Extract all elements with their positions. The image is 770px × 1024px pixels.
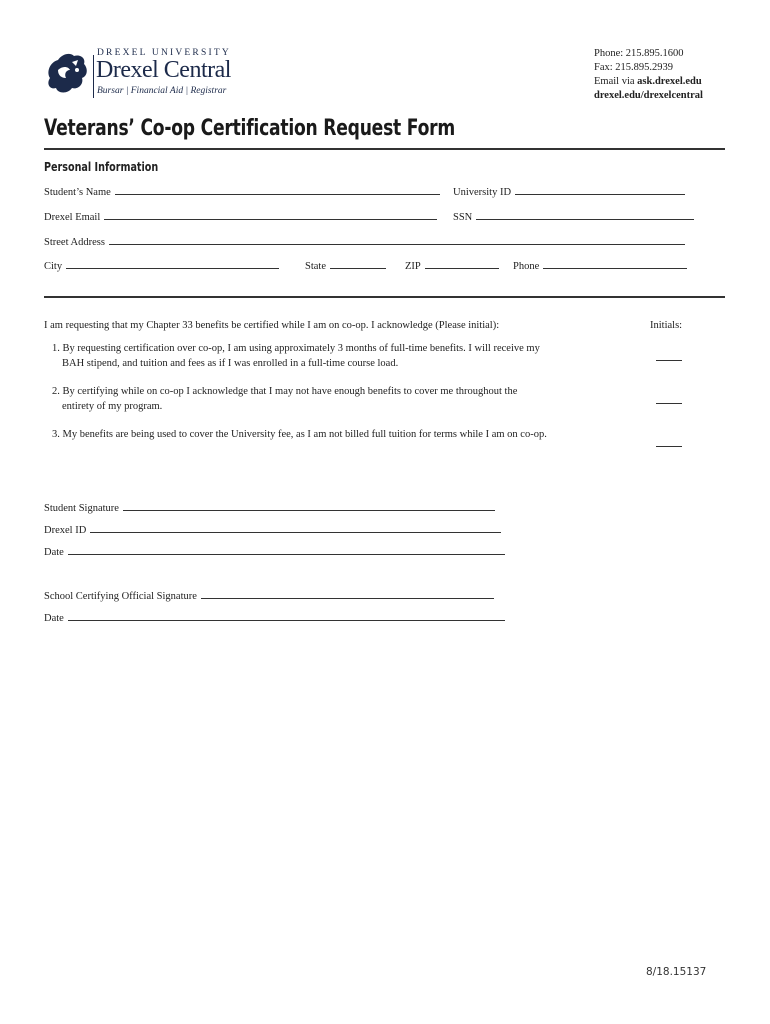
initials-label: Initials:	[650, 320, 683, 331]
drexel-id-label: Drexel ID	[44, 525, 87, 536]
street-address-label: Street Address	[44, 237, 105, 248]
street-address-field[interactable]	[44, 235, 685, 248]
date-label-2: Date	[44, 613, 64, 624]
student-signature-line[interactable]	[123, 501, 495, 511]
item-text-line2: entirety of my program.	[62, 400, 163, 412]
drexel-email-label: Drexel Email	[44, 212, 101, 223]
brand-name: Drexel Central	[96, 57, 231, 83]
university-id-line[interactable]	[515, 185, 685, 195]
request-statement: I am requesting that my Chapter 33 benefits be certified while I am on co-op. I acknowledge (Please initial):	[44, 320, 500, 331]
brand-subtitle: Bursar | Financial Aid | Registrar	[97, 86, 227, 96]
item-number: 2.	[52, 386, 60, 397]
zip-line[interactable]	[425, 259, 499, 269]
city-line[interactable]	[66, 259, 279, 269]
sco-signature-line[interactable]	[201, 589, 494, 599]
city-field[interactable]	[44, 259, 279, 272]
list-item-1	[52, 342, 612, 371]
item-text-line1: By requesting certification over co-op, I am using approximately 3 months of full-time benefits. I will receive my	[62, 343, 540, 354]
student-name-label: Student’s Name	[44, 187, 111, 198]
student-name-field[interactable]	[44, 185, 440, 198]
contact-fax: Fax: 215.895.2939	[594, 62, 674, 73]
form-code: 8/18.15137	[646, 966, 707, 978]
ssn-line[interactable]	[476, 210, 694, 220]
date-label-1: Date	[44, 547, 64, 558]
item-text-line1: By certifying while on co-op I acknowledge that I may not have enough benefits to cover me throughout the	[62, 386, 518, 397]
email-prefix: Email via	[594, 76, 638, 87]
drexel-email-line[interactable]	[104, 210, 437, 220]
street-address-line[interactable]	[109, 235, 685, 245]
item-number: 1.	[52, 343, 60, 354]
list-item-2	[52, 385, 612, 414]
drexel-email-field[interactable]	[44, 210, 437, 223]
ssn-field[interactable]	[453, 210, 694, 223]
date-field-1[interactable]	[44, 545, 505, 558]
phone-line[interactable]	[543, 259, 687, 269]
university-name: DREXEL UNIVERSITY	[97, 48, 231, 58]
phone-label: Phone	[513, 261, 540, 272]
contact-block	[594, 47, 703, 103]
city-label: City	[44, 261, 63, 272]
phone-field[interactable]	[513, 259, 687, 272]
sco-signature-field[interactable]	[44, 589, 494, 602]
date-line-2[interactable]	[68, 611, 505, 621]
website-link[interactable]: drexel.edu/drexelcentral	[594, 90, 703, 101]
list-item-3	[52, 428, 632, 443]
university-id-label: University ID	[453, 187, 512, 198]
state-field[interactable]	[305, 259, 386, 272]
ssn-label: SSN	[453, 212, 473, 223]
logo-divider	[93, 55, 94, 98]
date-line-1[interactable]	[68, 545, 505, 555]
initial-blank-2[interactable]	[656, 389, 682, 408]
section-heading-personal: Personal Information	[44, 160, 159, 174]
date-field-2[interactable]	[44, 611, 505, 624]
sco-signature-label: School Certifying Official Signature	[44, 591, 197, 602]
university-id-field[interactable]	[453, 185, 685, 198]
contact-phone: Phone: 215.895.1600	[594, 48, 684, 59]
section-rule	[44, 296, 725, 298]
item-text-line2: BAH stipend, and tuition and fees as if I was enrolled in a full-time course load.	[62, 357, 399, 369]
zip-label: ZIP	[405, 261, 421, 272]
email-link[interactable]: ask.drexel.edu	[637, 76, 702, 87]
drexel-id-field[interactable]	[44, 523, 501, 536]
drexel-dragon-logo	[44, 48, 92, 96]
student-signature-label: Student Signature	[44, 503, 119, 514]
student-signature-field[interactable]	[44, 501, 495, 514]
state-label: State	[305, 261, 326, 272]
contact-email	[594, 75, 703, 89]
item-number: 3.	[52, 429, 60, 440]
initial-blank-3[interactable]	[656, 432, 682, 451]
zip-field[interactable]	[405, 259, 499, 272]
initial-blank-1[interactable]	[656, 346, 682, 365]
state-line[interactable]	[330, 259, 386, 269]
student-name-line[interactable]	[115, 185, 440, 195]
title-rule	[44, 148, 725, 150]
contact-website[interactable]	[594, 89, 703, 103]
item-text-line1: My benefits are being used to cover the University fee, as I am not billed full tuition for terms while I am on co-op.	[62, 429, 547, 440]
form-title: Veterans’ Co-op Certification Request Form	[44, 116, 455, 141]
drexel-id-line[interactable]	[90, 523, 501, 533]
